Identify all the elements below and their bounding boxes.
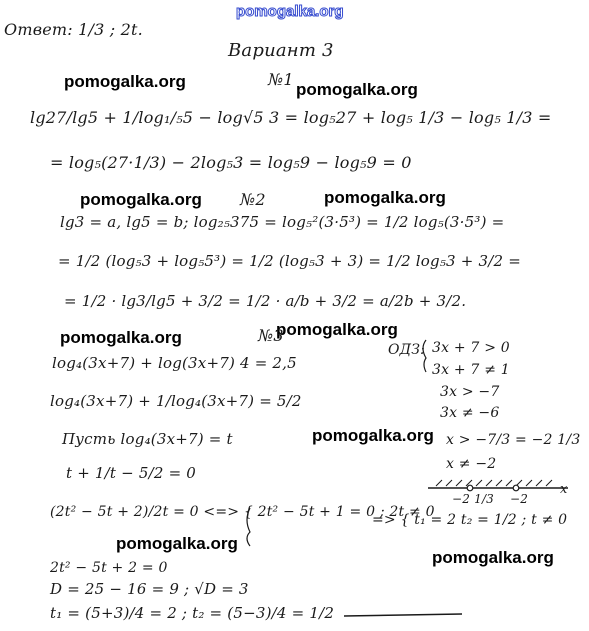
task2-line2: = 1/2 (log₅3 + log₅5³) = 1/2 (log₅3 + 3) = 1/2 log₅3 + 3/2 = bbox=[58, 252, 521, 270]
task3-number: №3 bbox=[258, 326, 284, 345]
task3-line2: log₄(3x+7) + 1/log₄(3x+7) = 5/2 bbox=[50, 392, 302, 410]
odz-excluded-point bbox=[513, 485, 519, 491]
watermark-label: pomogalka.org bbox=[296, 80, 418, 99]
task2-number: №2 bbox=[240, 190, 266, 209]
task3-line6: 2t² − 5t + 2 = 0 bbox=[50, 560, 168, 576]
odz-condition-6: x ≠ −2 bbox=[446, 456, 497, 472]
watermark-label: pomogalka.org bbox=[276, 320, 398, 339]
watermark-label: pomogalka.org bbox=[80, 190, 202, 209]
system-brace bbox=[247, 508, 250, 546]
task2-line1: lg3 = a, lg5 = b; log₂₅375 = log₅²(3·5³) = 1/2 log₅(3·5³) = bbox=[60, 213, 505, 231]
watermark-label: pomogalka.org bbox=[312, 426, 434, 445]
watermark-label: pomogalka.org bbox=[324, 188, 446, 207]
odz-brace bbox=[423, 340, 426, 372]
task3-line8: t₁ = (5+3)/4 = 2 ; t₂ = (5−3)/4 = 1/2 bbox=[50, 604, 335, 622]
task1-line1: lg27/lg5 + 1/log₁/₅5 − log√5 3 = log₅27 + log₅ 1/3 − log₅ 1/3 = bbox=[30, 108, 552, 127]
watermark-top: pomogalka.org bbox=[236, 3, 344, 20]
watermark-label: pomogalka.org bbox=[60, 328, 182, 347]
odz-condition-1: 3x + 7 > 0 bbox=[432, 340, 510, 356]
task2-line3: = 1/2 · lg3/lg5 + 3/2 = 1/2 · a/b + 3/2 = a/2b + 3/2. bbox=[64, 292, 467, 310]
watermark-label: pomogalka.org bbox=[64, 72, 186, 91]
watermark-label: pomogalka.org bbox=[432, 548, 554, 567]
odz-axis-variable: x bbox=[560, 482, 568, 497]
odz-label: ОДЗ: bbox=[388, 342, 426, 358]
odz-condition-2: 3x + 7 ≠ 1 bbox=[432, 362, 510, 378]
odz-condition-5: x > −7/3 = −2 1/3 bbox=[446, 432, 581, 448]
task3-roots: => { t₁ = 2 t₂ = 1/2 ; t ≠ 0 bbox=[372, 512, 568, 528]
task3-line4: t + 1/t − 5/2 = 0 bbox=[66, 464, 197, 482]
task3-substitution: Пусть log₄(3x+7) = t bbox=[62, 430, 233, 448]
answer-line: Ответ: 1/3 ; 2t. bbox=[4, 20, 143, 39]
task1-number: №1 bbox=[268, 70, 294, 89]
odz-hatching bbox=[436, 480, 552, 486]
task3-line7: D = 25 − 16 = 9 ; √D = 3 bbox=[50, 580, 249, 598]
odz-axis-label-2: −2 bbox=[510, 492, 529, 506]
watermark-label: pomogalka.org bbox=[116, 534, 238, 553]
odz-open-point bbox=[467, 485, 473, 491]
task3-line1: log₄(3x+7) + log(3x+7) 4 = 2,5 bbox=[52, 354, 297, 372]
task3-line5: (2t² − 5t + 2)/2t = 0 <=> { 2t² − 5t + 1 = 0 ; 2t ≠ 0 bbox=[50, 504, 435, 520]
odz-condition-4: 3x ≠ −6 bbox=[440, 405, 500, 421]
variant-heading: Вариант 3 bbox=[228, 40, 334, 61]
task1-line2: = log₅(27·1/3) − 2log₅3 = log₅9 − log₅9 = 0 bbox=[50, 153, 412, 172]
odz-condition-3: 3x > −7 bbox=[440, 384, 500, 400]
end-rule-line bbox=[344, 614, 462, 616]
odz-axis-label-1: −2 1/3 bbox=[452, 492, 495, 506]
